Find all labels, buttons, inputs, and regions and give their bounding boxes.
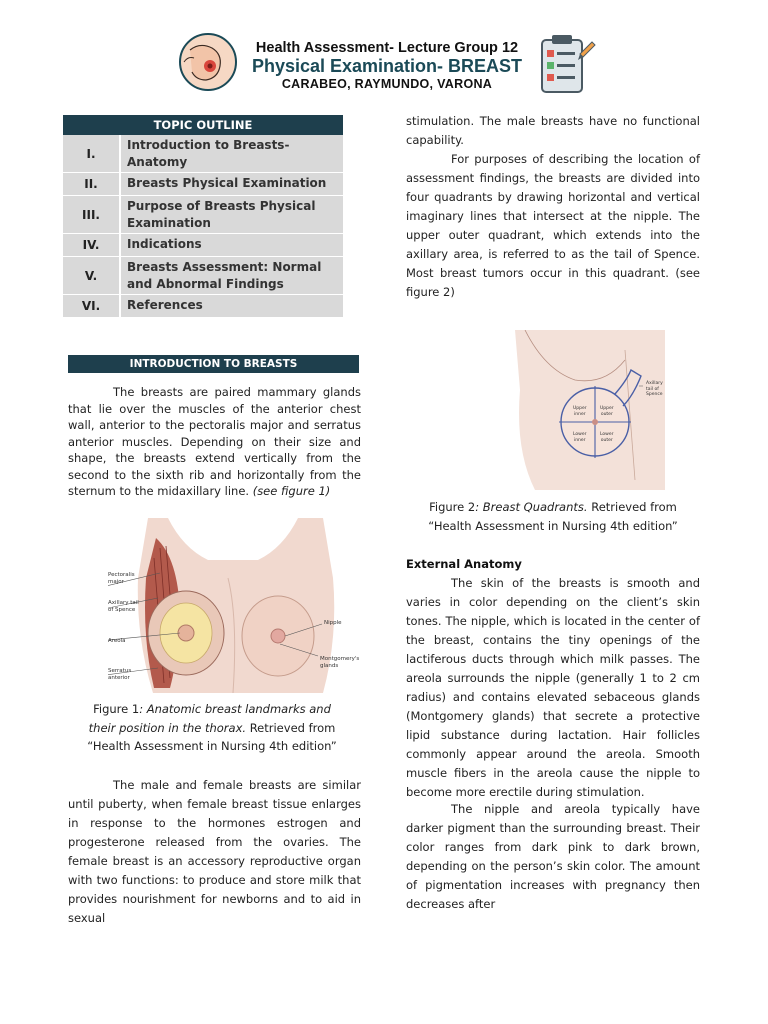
figure1-label-pectoralis: Pectoralis major bbox=[108, 572, 135, 585]
document-header bbox=[178, 32, 598, 98]
outline-row bbox=[63, 196, 343, 234]
figure2-label-lower-outer: Lower outer bbox=[600, 432, 614, 443]
figure1-caption-description: : Anatomic breast landmarks and their position in the thorax. bbox=[88, 702, 331, 735]
figure2-breast-quadrants-illustration bbox=[515, 330, 665, 490]
male-female-paragraph: The male and female breasts are similar until puberty, when female breast tissue enlarges in response to the hormones estrogen and progesterone released from the ovaries. The female breast is an accessory reproductive organ with two functions: to produce and store milk that provides nourishment for newborns and to aid in sexual bbox=[68, 778, 361, 925]
topic-outline-title: TOPIC OUTLINE bbox=[63, 115, 343, 135]
figure1-label-nipple: Nipple bbox=[324, 620, 342, 626]
figure2-caption-source: Retrieved from “Health Assessment in Nursing 4th edition” bbox=[428, 500, 678, 533]
figure1-caption bbox=[78, 700, 346, 756]
outline-row bbox=[63, 295, 343, 318]
outline-number: I. bbox=[63, 135, 121, 172]
outline-row bbox=[63, 173, 343, 196]
intro-paragraph bbox=[68, 384, 361, 500]
authors: CARABEO, RAYMUNDO, VARONA bbox=[281, 77, 493, 91]
outline-row bbox=[63, 257, 343, 295]
outline-number: VI. bbox=[63, 295, 121, 317]
figure1-reference: (see figure 1) bbox=[252, 484, 331, 498]
outline-number: IV. bbox=[63, 234, 121, 256]
outline-label: References bbox=[127, 298, 203, 312]
outline-label: Indications bbox=[127, 237, 202, 251]
figure1-caption-source: Retrieved from “Health Assessment in Nursing 4th edition” bbox=[87, 720, 337, 753]
topic-outline-table bbox=[63, 115, 343, 318]
breast-logo-icon bbox=[178, 32, 238, 92]
outline-number: V. bbox=[63, 257, 121, 294]
outline-label: Introduction to Breasts- Anatomy bbox=[127, 138, 290, 169]
lecture-title: Physical Examination- BREAST bbox=[251, 56, 523, 76]
quadrants-paragraph: For purposes of describing the location of assessment findings, the breasts are divided into four quadrants by drawing horizontal and vertical imaginary lines that intersect at the nipple. The upper outer quadrant, which extends into the axillary area, is referred to as the tail of Spence. Most breast tumors occur in this quadrant. (see figure 2) bbox=[406, 152, 700, 299]
figure2-caption-prefix: Figure 2 bbox=[429, 500, 476, 514]
figure1-label-areola: Areola bbox=[108, 638, 126, 644]
external-anatomy-heading: External Anatomy bbox=[406, 557, 522, 571]
figure2-caption-description: : Breast Quadrants. bbox=[475, 500, 588, 514]
outline-label: Purpose of Breasts Physical Examination bbox=[127, 199, 316, 230]
outline-row bbox=[63, 234, 343, 257]
figure1-anatomy-illustration bbox=[108, 518, 358, 698]
figure2-label-lower-inner: Lower inner bbox=[573, 432, 587, 443]
outline-label: Breasts Physical Examination bbox=[127, 176, 327, 190]
stimulation-paragraph: stimulation. The male breasts have no functional capability. bbox=[406, 114, 700, 147]
header-titles bbox=[242, 40, 532, 92]
clipboard-checklist-icon bbox=[536, 32, 596, 96]
external-anatomy-paragraph: The skin of the breasts is smooth and varies in color depending on the client’s skin tones. The nipple, which is located in the center of the breast, contains the tiny openings of the lactiferous ducts through which milk passes. The areola surrounds the nipple (generally 1 to 2 cm radius) and contains elevated sebaceous glands (Montgomery glands) that secrete a protective lipid substance during lactation. Hair follicles commonly appear around the areola. Smooth muscle fibers in the areola cause the nipple to become more erectile during stimulation. bbox=[406, 576, 700, 799]
figure1-caption-prefix: Figure 1 bbox=[93, 702, 140, 716]
figure2-label-axillary-tail: Axillary tail of Spence bbox=[646, 381, 663, 397]
section-heading-introduction: INTRODUCTION TO BREASTS bbox=[68, 355, 359, 373]
figure1-label-axillary-tail: Axillary tail of Spence bbox=[108, 600, 139, 613]
intro-paragraph-text: The breasts are paired mammary glands that lie over the muscles of the anterior chest wall, anterior to the pectoralis major and serratus anterior muscles. Depending on their size and shape, the breasts extend vertically from the second to the sixth rib and horizontally from the sternum to the midaxillary line. bbox=[68, 385, 361, 498]
outline-number: III. bbox=[63, 196, 121, 233]
figure2-label-upper-inner: Upper inner bbox=[573, 406, 587, 417]
figure2-caption bbox=[406, 498, 700, 535]
figure1-label-serratus: Serratus anterior bbox=[108, 668, 132, 681]
figure2-label-upper-outer: Upper outer bbox=[600, 406, 614, 417]
outline-label: Breasts Assessment: Normal and Abnormal Findings bbox=[127, 260, 322, 291]
outline-number: II. bbox=[63, 173, 121, 195]
figure1-label-montgomery: Montgomery's glands bbox=[320, 656, 360, 669]
pigment-paragraph: The nipple and areola typically have darker pigment than the surrounding breast. Their color ranges from dark pink to dark brown, depending on the person’s skin color. The amount of pigmentation increases with pregnancy then decreases after bbox=[406, 802, 700, 911]
course-title: Health Assessment- Lecture Group 12 bbox=[255, 40, 519, 56]
outline-row bbox=[63, 135, 343, 173]
